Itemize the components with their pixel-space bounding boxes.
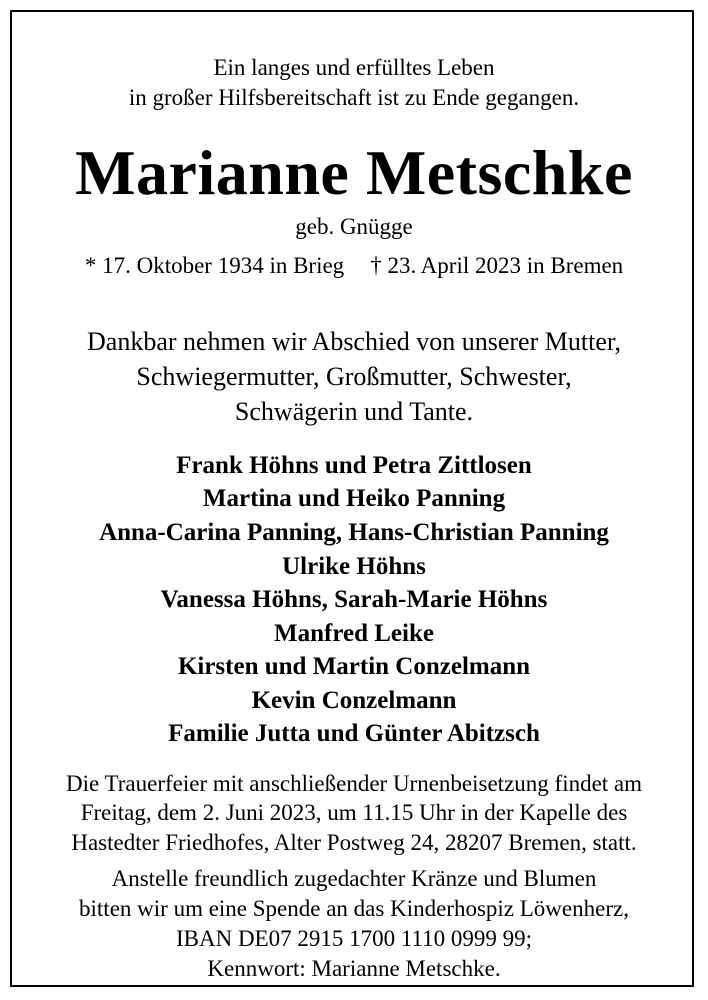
- death-date: † 23. April 2023 in Bremen: [370, 253, 624, 278]
- ceremony-line: Hastedter Friedhofes, Alter Postweg 24, 28207 Bremen, statt.: [71, 830, 637, 855]
- donation-line: IBAN DE07 2915 1700 1110 0999 99;: [175, 926, 533, 951]
- thanks-line: Dankbar nehmen wir Abschied von unserer Mutter,: [87, 327, 621, 356]
- life-dates: [0, 251, 708, 281]
- ceremony-line: Die Trauerfeier mit anschließender Urnenbeisetzung findet am: [65, 771, 643, 796]
- mourner-line: Frank Höhns und Petra Zittlosen: [176, 452, 532, 479]
- mourner-line: Kevin Conzelmann: [251, 687, 457, 714]
- thanks-line: Schwägerin und Tante.: [234, 397, 474, 426]
- mourner-line: Martina und Heiko Panning: [202, 485, 506, 512]
- deceased-name: Marianne Metschke: [75, 137, 633, 208]
- birth-date: * 17. Oktober 1934 in Brieg: [84, 253, 345, 278]
- donation-line: Kennwort: Marianne Metschke.: [207, 956, 501, 981]
- mourner-line: Vanessa Höhns, Sarah-Marie Höhns: [160, 586, 548, 613]
- donation-line: Anstelle freundlich zugedachter Kränze und Blumen: [111, 866, 597, 891]
- mourner-line: Manfred Leike: [274, 620, 434, 647]
- ceremony-line: Freitag, dem 2. Juni 2023, um 11.15 Uhr in der Kapelle des: [80, 800, 628, 825]
- mourner-line: Familie Jutta und Günter Abitzsch: [168, 720, 540, 747]
- birth-name: geb. Gnügge: [295, 214, 413, 239]
- thanks-line: Schwiegermutter, Großmutter, Schwester,: [136, 362, 572, 391]
- mourner-line: Ulrike Höhns: [282, 553, 426, 580]
- intro-line: Ein langes und erfülltes Leben: [213, 55, 495, 80]
- mourner-line: Kirsten und Martin Conzelmann: [177, 653, 531, 680]
- intro-line: in großer Hilfsbereitschaft ist zu Ende gegangen.: [128, 85, 580, 110]
- donation-line: bitten wir um eine Spende an das Kinderhospiz Löwenherz,: [79, 896, 629, 921]
- mourner-line: Anna-Carina Panning, Hans-Christian Panning: [99, 519, 609, 546]
